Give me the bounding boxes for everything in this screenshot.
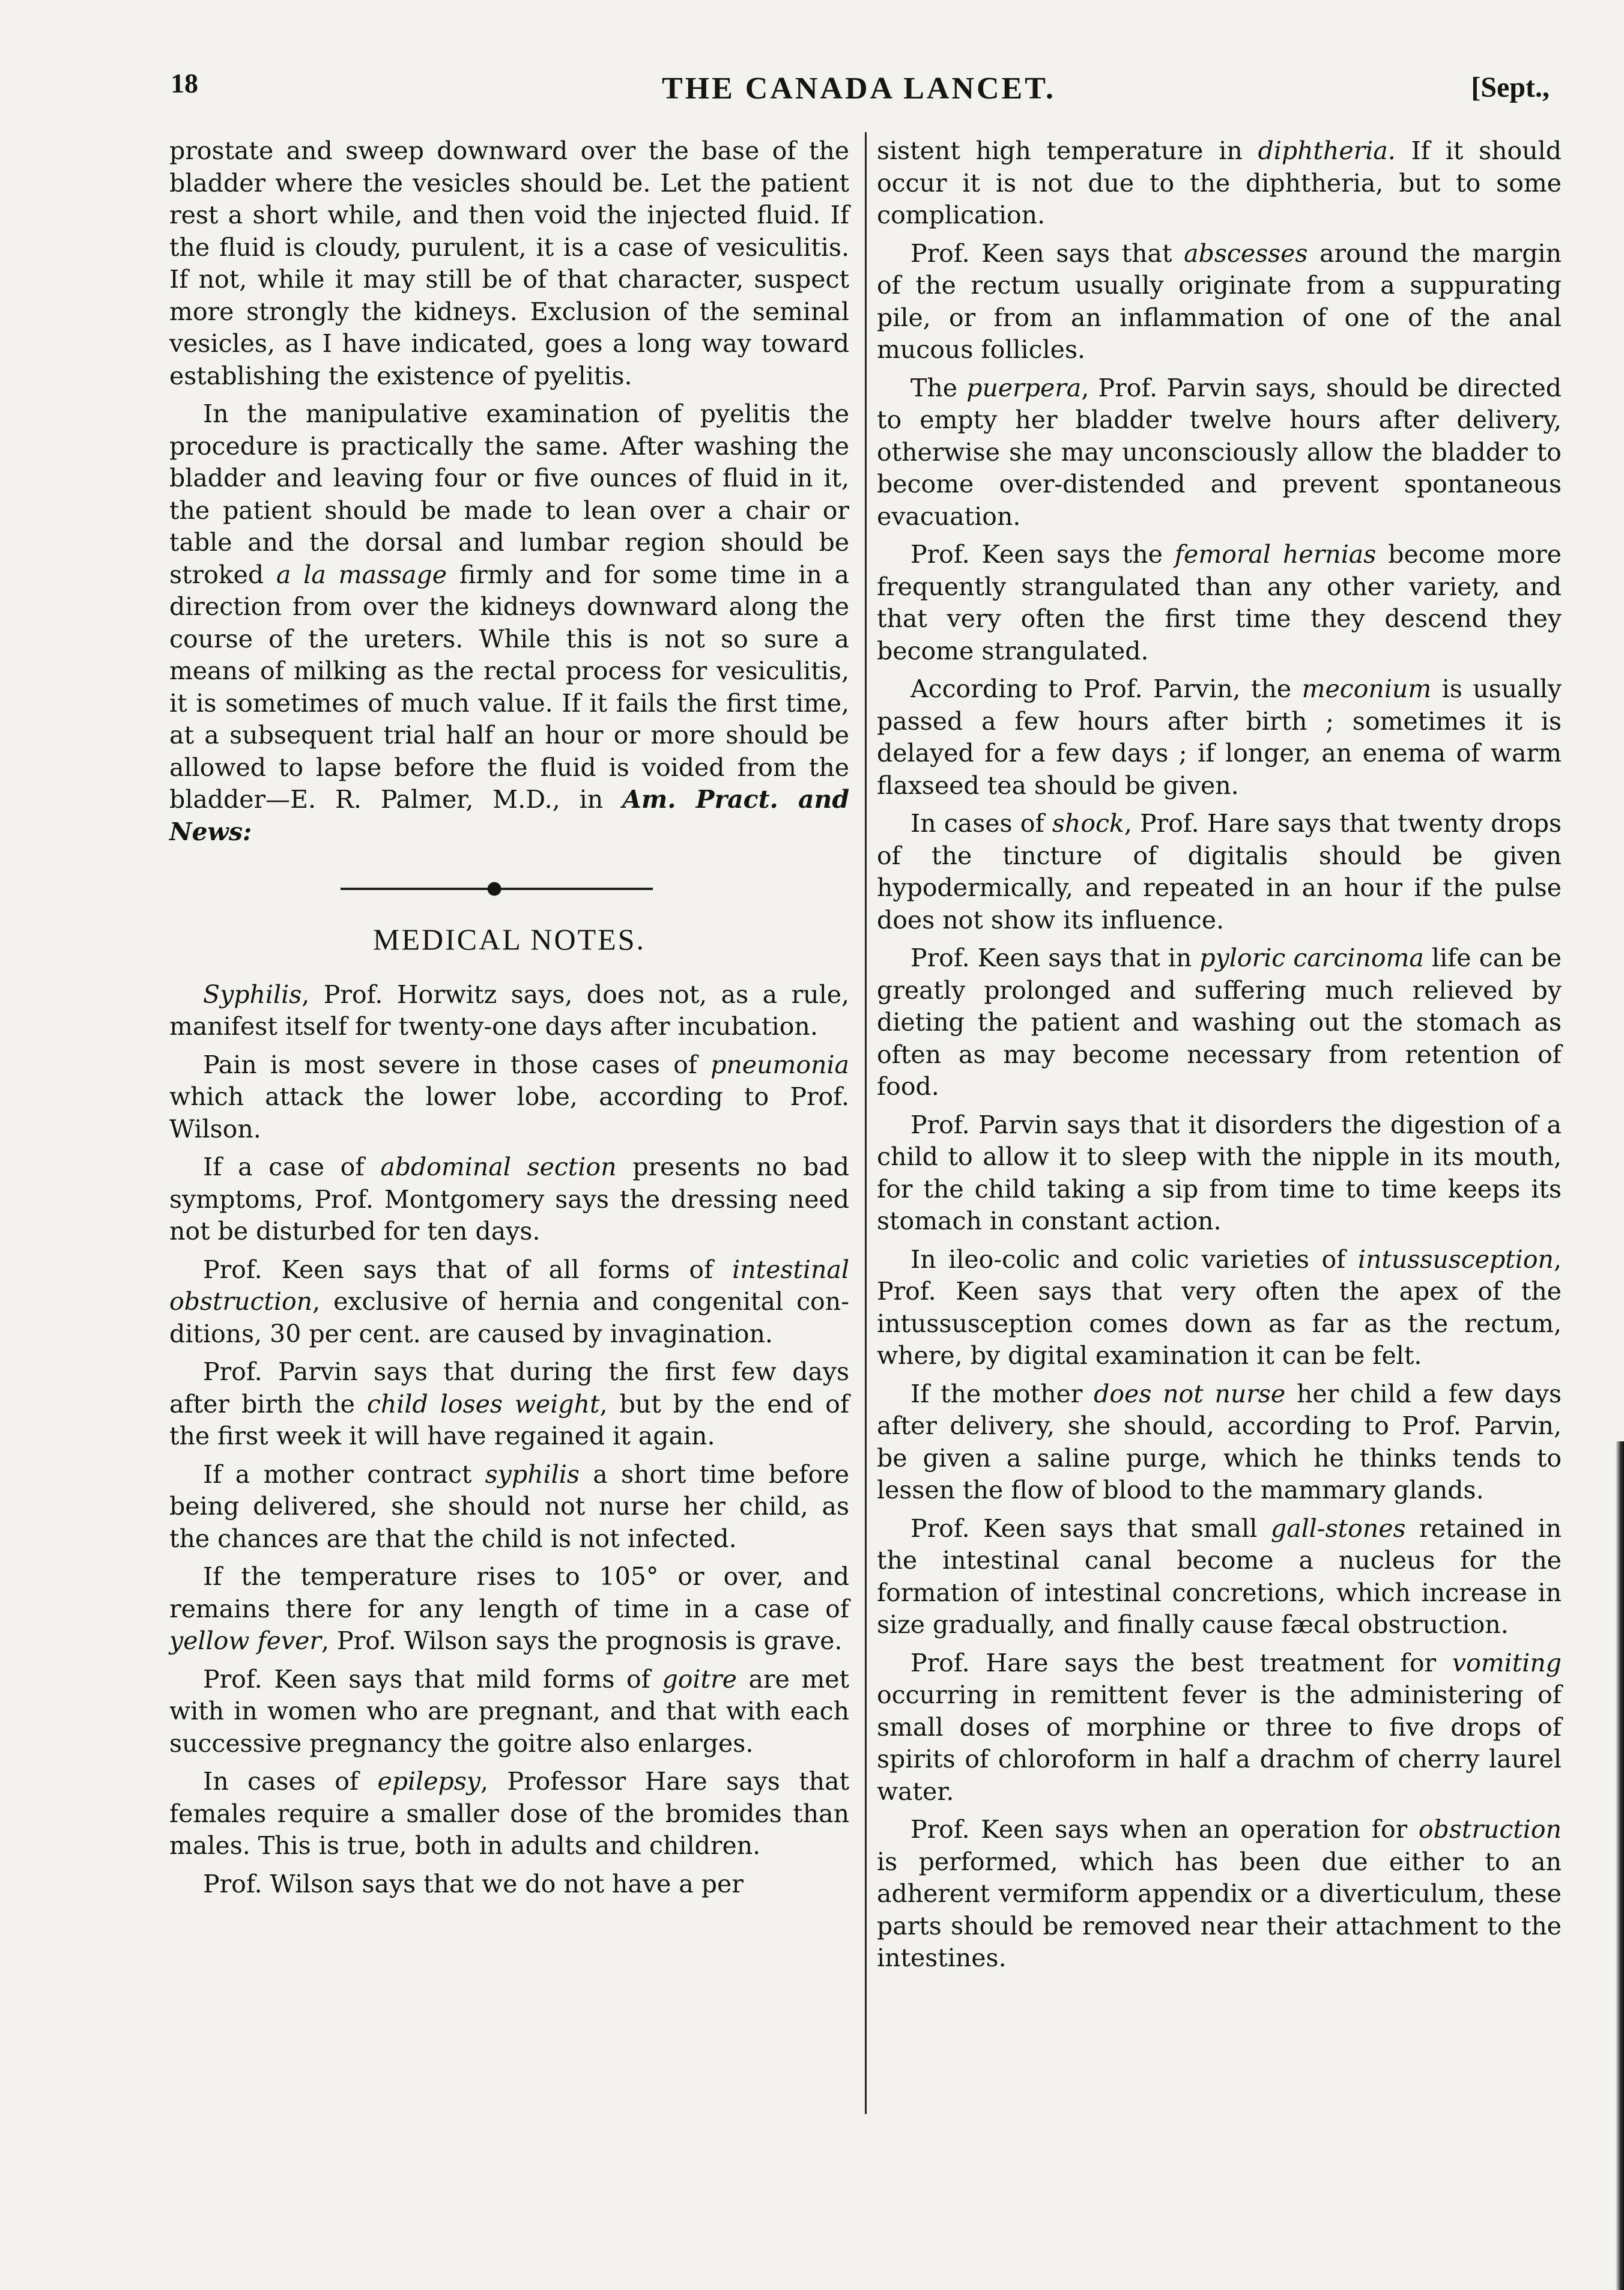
note [169,1151,849,1248]
italic-term: meconium [1301,674,1432,703]
italic-term: shock [1052,809,1124,838]
text-run: is performed, which has been due either to an adherent vermiform appendix or a diverticulum, these parts should be removed near their attachment to the intestines. [877,1847,1562,1972]
right-column [877,135,1562,1981]
text-run: Prof. Keen says that in [910,944,1200,972]
note [169,979,849,1043]
text-run: Prof. Parvin says that during the first few days after birth the [169,1357,849,1419]
italic-term: pneumonia [710,1050,849,1079]
note [877,942,1562,1103]
italic-term: yellow fever [169,1626,321,1655]
text-run: Prof. Keen says that mild forms of [203,1664,662,1694]
journal-title: THE CANADA LANCET. [661,71,1056,106]
italic-term: abdominal section [380,1153,617,1181]
note [169,1459,849,1555]
section-separator [169,870,849,912]
italic-term: Syphilis [203,980,302,1009]
note: Prof. Wilson says that we do not have a per [203,1869,744,1898]
page-header [168,67,1550,121]
note [169,1561,849,1658]
italic-term: vomiting [1452,1648,1562,1677]
text-run: is usually passed a few hours after birth ; sometimes it is delayed for a few days ; if longer, an enema of warm flaxseed tea should be given. [877,674,1562,800]
note [877,238,1562,366]
note [169,1049,849,1146]
text-run: retained in the intestinal canal become a nucleus for the formation of intestinal concretions, which increase in size gradually, and finally cause fæcal obstruction. [877,1513,1562,1639]
text-run: In cases of [203,1767,378,1796]
note [877,808,1562,936]
note [169,1254,849,1351]
note [169,1664,849,1760]
text-run: around the margin of the rectum usually originate from a suppurating pile, or from an inflammation of one of the anal mucous follicles. [877,238,1562,364]
section-heading: MEDICAL NOTES. [372,922,646,956]
text-run: firmly and for some time in a direction from over the kidneys downward along the course of the ureters. While this is not so sure a means of milking as the rectal process for vesiculitis, it is sometimes of much value. If it fails the first time, at a subsequent trial half an hour or more should be allowed to lapse before the fluid is voided from the bladder—E. R. Palmer, M.D., in [169,560,849,814]
text-run: Pain is most severe in those cases of [203,1050,711,1079]
text-run: If the temperature rises to 105° or over, and remains there for any length of time in a case of [169,1562,849,1623]
note [877,1513,1562,1641]
text-run: Prof. Keen says the [910,540,1175,569]
italic-term: a la massage [276,560,447,589]
text-run: Prof. Keen says that [910,238,1184,268]
text-run: sistent high temperature in [877,136,1258,165]
note [877,372,1562,533]
text-run: her child a few days after delivery, she should, according to Prof. Parvin, be given a saline purge, which he thinks tends to lessen the flow of blood to the mammary glands. [877,1379,1562,1504]
italic-term: femoral hernias [1174,540,1377,569]
text-run: , but by the end of the first week it will have regained it again. [169,1389,849,1450]
text-run: a short time before being delivered, she should not nurse her child, as the chances are that the child is not infected. [169,1459,849,1553]
text-run: , Professor Hare says that females require a smaller dose of the bromides than males. This is true, both in adults and children. [169,1767,849,1860]
left-column [169,135,849,1906]
note [169,1356,849,1453]
note [877,673,1562,802]
italic-term: epilepsy [377,1767,480,1796]
text-run: The [910,373,967,402]
note [877,1647,1562,1808]
italic-term: pyloric carcinoma [1199,944,1424,972]
text-run: , Prof. Parvin says, should be directed to empty her bladder twelve hours after delivery, otherwise she may unconsciously allow the bladder to become over-distended and prevent spontaneous evacuation. [877,373,1562,531]
text-run: Prof. Keen says when an operation for [910,1815,1419,1844]
italic-term: gall-stones [1270,1513,1406,1543]
note: Prof. Parvin says that it disorders the digestion of a child to allow it to sleep with the nipple in its mouth, for the child taking a sip from time to time keeps its stomach in constant action. [877,1110,1562,1235]
text-run: , exclusive of hernia and congenital conditions, 30 per cent. are caused by invagination. [169,1287,849,1348]
note [877,1378,1562,1507]
note [877,1814,1562,1975]
text-run: are met with in women who are pregnant, and that with each successive pregnancy the goitre also enlarges. [169,1664,849,1758]
text-run: In ileo-colic and colic varieties of [910,1244,1358,1274]
issue-month: [Sept., [1471,71,1550,103]
italic-term: syphilis [485,1459,580,1489]
text-run: , Prof. Horwitz says, does not, as a rule, manifest itself for twenty-one days after incubation. [169,980,849,1041]
binding-edge [1616,1441,1624,2290]
text-run: In cases of [910,809,1052,838]
column-divider [865,132,867,2114]
text-run: In the manipulative examination of pyelitis the procedure is practically the same. After washing the bladder and leaving four or five ounces of fluid in it, the patient should be made to lean over a chair or table and the dorsal and lumbar region should be stroked [169,399,849,589]
text-run: If a case of [203,1153,381,1181]
page-number: 18 [171,68,198,98]
text-run: , Prof. Wilson says the prognosis is grave. [321,1626,843,1655]
italic-term: abscesses [1184,238,1308,268]
note [877,539,1562,667]
text-run: Prof. Keen says that of all forms of [203,1255,733,1284]
text-run: Prof. Hare says the best treatment for [910,1648,1452,1677]
paragraph [169,398,849,848]
text-run: If it should occur it is not due to the diphtheria, but to some complication. [877,136,1562,229]
italic-term: goitre [662,1664,737,1694]
text-run: If the mother [910,1379,1094,1408]
text-run: , Prof. Keen says that very often the apex of the intussusception comes down as far as the rectum, where, by digital examination it can be felt. [877,1244,1562,1370]
note-continued [877,135,1562,232]
text-run: Prof. Keen says that small [910,1513,1271,1543]
text-run: occurring in remittent fever is the administering of small doses of morphine or three to five drops of spirits of chloroform in half a drachm of cherry laurel water. [877,1680,1562,1806]
source-citation: Am. Pract. and News: [169,785,850,846]
text-run: , Prof. Hare says that twenty drops of the tincture of digitalis should be given hypodermically, and repeated in an hour if the pulse does not show its influence. [877,809,1562,934]
text-run: presents no bad symptoms, Prof. Montgomery says the dressing need not be disturbed for ten days. [169,1153,849,1246]
italic-term: puerpera [966,373,1082,402]
paragraph: prostate and sweep downward over the base of the bladder where the vesicles should be. Let the patient rest a short while, and then void the injected fluid. If the fluid is cloudy, purulent, it is a case of vesiculitis. If not, while it may still be of that character, suspect more strongly the kidneys. Exclusion of the seminal vesicles, as I have indicated, goes a long way toward establishing the existence of pyelitis. [169,136,849,390]
italic-term: does not nurse [1094,1379,1286,1408]
italic-term: obstruction [1418,1815,1562,1844]
text-run: which attack the lower lobe, according to Prof. Wilson. [169,1082,849,1143]
text-run: life can be greatly prolonged and suffering much relieved by dieting the patient and washing out the stomach as often as may become necessary from retention of food. [877,944,1562,1101]
ornament-icon: ● [486,877,503,898]
text-run: If a mother contract [203,1459,485,1489]
italic-term: child loses weight [366,1389,600,1419]
note [169,1766,849,1862]
text-run: become more frequently strangulated than any other variety, and that very often the first time they descend they become strangulated. [877,540,1562,665]
note [877,1244,1562,1372]
text-run: According to Prof. Parvin, the [910,674,1302,703]
italic-term: diphtheria. [1258,136,1396,165]
italic-term: intestinal obstruction [169,1255,849,1316]
italic-term: intussusception [1357,1244,1554,1274]
